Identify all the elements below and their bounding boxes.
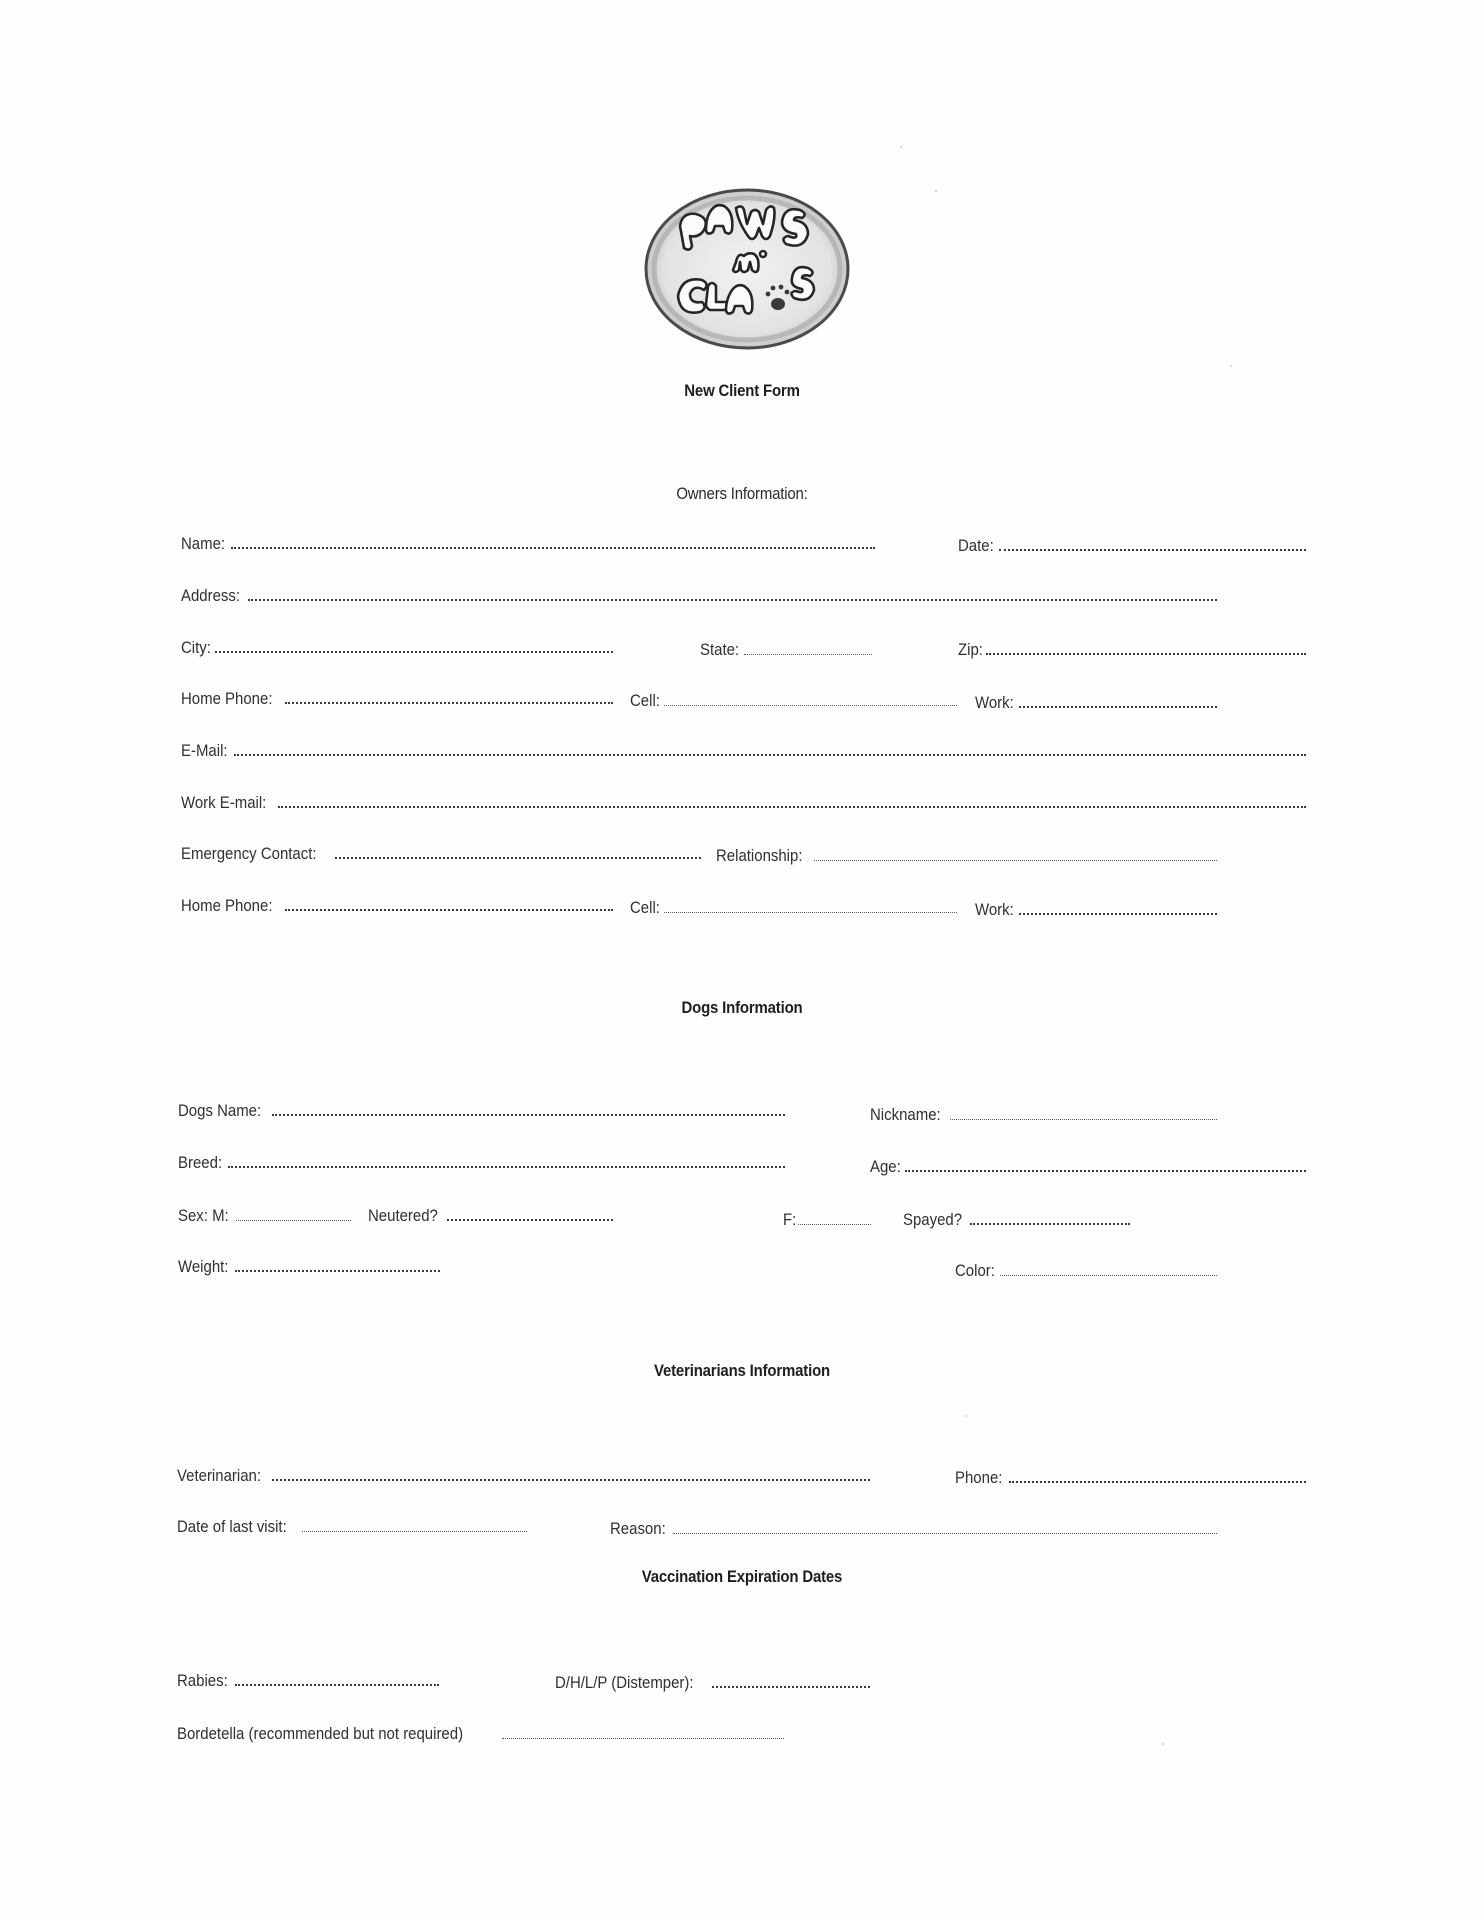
email-label: E-Mail: xyxy=(181,741,228,760)
work-line[interactable] xyxy=(1019,706,1217,708)
cell-line[interactable] xyxy=(664,705,957,706)
owner-name-field[interactable] xyxy=(181,530,875,554)
date-line[interactable] xyxy=(999,549,1306,551)
work-email-line[interactable] xyxy=(278,806,1306,808)
veterinarian-label: Veterinarian: xyxy=(177,1466,261,1485)
nickname-field[interactable] xyxy=(870,1101,1217,1125)
relationship-label: Relationship: xyxy=(716,846,803,865)
work-email-label: Work E-mail: xyxy=(181,793,267,812)
state-line[interactable] xyxy=(744,654,872,655)
state-label: State: xyxy=(700,640,740,659)
owner-name-label: Name: xyxy=(181,534,226,553)
sex-female-field[interactable] xyxy=(783,1206,871,1230)
reason-line[interactable] xyxy=(673,1533,1217,1534)
emergency-work-label: Work: xyxy=(975,900,1014,919)
reason-label: Reason: xyxy=(610,1519,666,1538)
emergency-cell-label: Cell: xyxy=(630,898,660,917)
email-field[interactable] xyxy=(181,737,1306,761)
dogs-info-heading: Dogs Information xyxy=(681,998,803,1017)
rabies-label: Rabies: xyxy=(177,1671,228,1690)
relationship-line[interactable] xyxy=(814,860,1217,861)
emergency-cell-field[interactable] xyxy=(630,894,957,918)
nickname-label: Nickname: xyxy=(870,1105,941,1124)
nickname-line[interactable] xyxy=(950,1119,1217,1120)
date-label: Date: xyxy=(958,536,994,555)
weight-label: Weight: xyxy=(178,1257,229,1276)
bordetella-label: Bordetella (recommended but not required) xyxy=(177,1724,464,1743)
paws-n-claws-logo xyxy=(642,186,852,352)
scan-speck xyxy=(935,190,937,192)
age-field[interactable] xyxy=(870,1153,1306,1177)
zip-field[interactable] xyxy=(958,636,1306,660)
scan-speck xyxy=(900,146,902,148)
scan-speck xyxy=(1230,365,1232,367)
city-line[interactable] xyxy=(215,651,613,653)
emergency-contact-field[interactable] xyxy=(181,840,701,864)
address-label: Address: xyxy=(181,586,241,605)
dogs-name-field[interactable] xyxy=(178,1097,785,1121)
sex-male-field[interactable] xyxy=(178,1202,351,1226)
dogs-name-label: Dogs Name: xyxy=(178,1101,262,1120)
sex-female-label: F: xyxy=(783,1210,797,1229)
sex-male-label: Sex: M: xyxy=(178,1206,229,1225)
city-field[interactable] xyxy=(181,634,613,658)
last-visit-label: Date of last visit: xyxy=(177,1517,287,1536)
spayed-line[interactable] xyxy=(970,1223,1130,1225)
city-label: City: xyxy=(181,638,211,657)
spayed-field[interactable] xyxy=(903,1206,1130,1230)
rabies-line[interactable] xyxy=(235,1684,439,1686)
age-label: Age: xyxy=(870,1157,901,1176)
sex-female-line[interactable] xyxy=(798,1224,871,1225)
color-field[interactable] xyxy=(955,1257,1217,1281)
owner-name-line[interactable] xyxy=(231,547,875,549)
dhlp-line[interactable] xyxy=(712,1686,870,1688)
zip-line[interactable] xyxy=(986,653,1306,655)
emergency-home-phone-field[interactable] xyxy=(181,892,613,916)
dogs-name-line[interactable] xyxy=(272,1114,785,1116)
weight-line[interactable] xyxy=(235,1270,440,1272)
vaccination-heading: Vaccination Expiration Dates xyxy=(641,1567,843,1586)
emergency-home-phone-label: Home Phone: xyxy=(181,896,273,915)
breed-field[interactable] xyxy=(178,1149,785,1173)
vet-phone-label: Phone: xyxy=(955,1468,1003,1487)
spayed-label: Spayed? xyxy=(903,1210,963,1229)
emergency-work-line[interactable] xyxy=(1019,913,1217,915)
neutered-line[interactable] xyxy=(447,1219,613,1221)
relationship-field[interactable] xyxy=(716,842,1217,866)
home-phone-label: Home Phone: xyxy=(181,689,273,708)
home-phone-field[interactable] xyxy=(181,685,613,709)
rabies-field[interactable] xyxy=(177,1667,439,1691)
neutered-field[interactable] xyxy=(368,1202,613,1226)
color-label: Color: xyxy=(955,1261,995,1280)
zip-label: Zip: xyxy=(958,640,983,659)
owners-info-heading: Owners Information: xyxy=(676,484,808,503)
emergency-home-phone-line[interactable] xyxy=(285,909,613,911)
veterinarian-line[interactable] xyxy=(272,1479,870,1481)
last-visit-field[interactable] xyxy=(177,1513,527,1537)
veterinarian-field[interactable] xyxy=(177,1462,870,1486)
reason-field[interactable] xyxy=(610,1515,1217,1539)
emergency-contact-line[interactable] xyxy=(335,857,701,859)
emergency-contact-label: Emergency Contact: xyxy=(181,844,317,863)
weight-field[interactable] xyxy=(178,1253,440,1277)
bordetella-field[interactable] xyxy=(177,1720,784,1744)
emergency-work-field[interactable] xyxy=(975,896,1217,920)
breed-label: Breed: xyxy=(178,1153,223,1172)
home-phone-line[interactable] xyxy=(285,702,613,704)
sex-male-line[interactable] xyxy=(236,1220,351,1221)
scan-speck xyxy=(1162,1743,1164,1745)
cell-label: Cell: xyxy=(630,691,660,710)
vet-phone-field[interactable] xyxy=(955,1464,1306,1488)
neutered-label: Neutered? xyxy=(368,1206,438,1225)
cell-field[interactable] xyxy=(630,687,957,711)
state-field[interactable] xyxy=(700,636,872,660)
address-field[interactable] xyxy=(181,582,1217,606)
vet-phone-line[interactable] xyxy=(1009,1481,1306,1483)
work-label: Work: xyxy=(975,693,1014,712)
email-line[interactable] xyxy=(234,754,1306,756)
address-line[interactable] xyxy=(248,599,1217,601)
scan-speck xyxy=(965,1415,967,1417)
emergency-cell-line[interactable] xyxy=(664,912,957,913)
work-email-field[interactable] xyxy=(181,789,1306,813)
breed-line[interactable] xyxy=(228,1166,785,1168)
last-visit-line[interactable] xyxy=(302,1531,527,1532)
vet-info-heading: Veterinarians Information xyxy=(654,1361,830,1380)
date-field[interactable] xyxy=(958,532,1306,556)
bordetella-line[interactable] xyxy=(502,1738,784,1739)
color-line[interactable] xyxy=(1000,1275,1217,1276)
form-title: New Client Form xyxy=(684,381,800,400)
age-line[interactable] xyxy=(905,1170,1306,1172)
dhlp-field[interactable] xyxy=(555,1669,870,1693)
dhlp-label: D/H/L/P (Distemper): xyxy=(555,1673,694,1692)
work-phone-field[interactable] xyxy=(975,689,1217,713)
